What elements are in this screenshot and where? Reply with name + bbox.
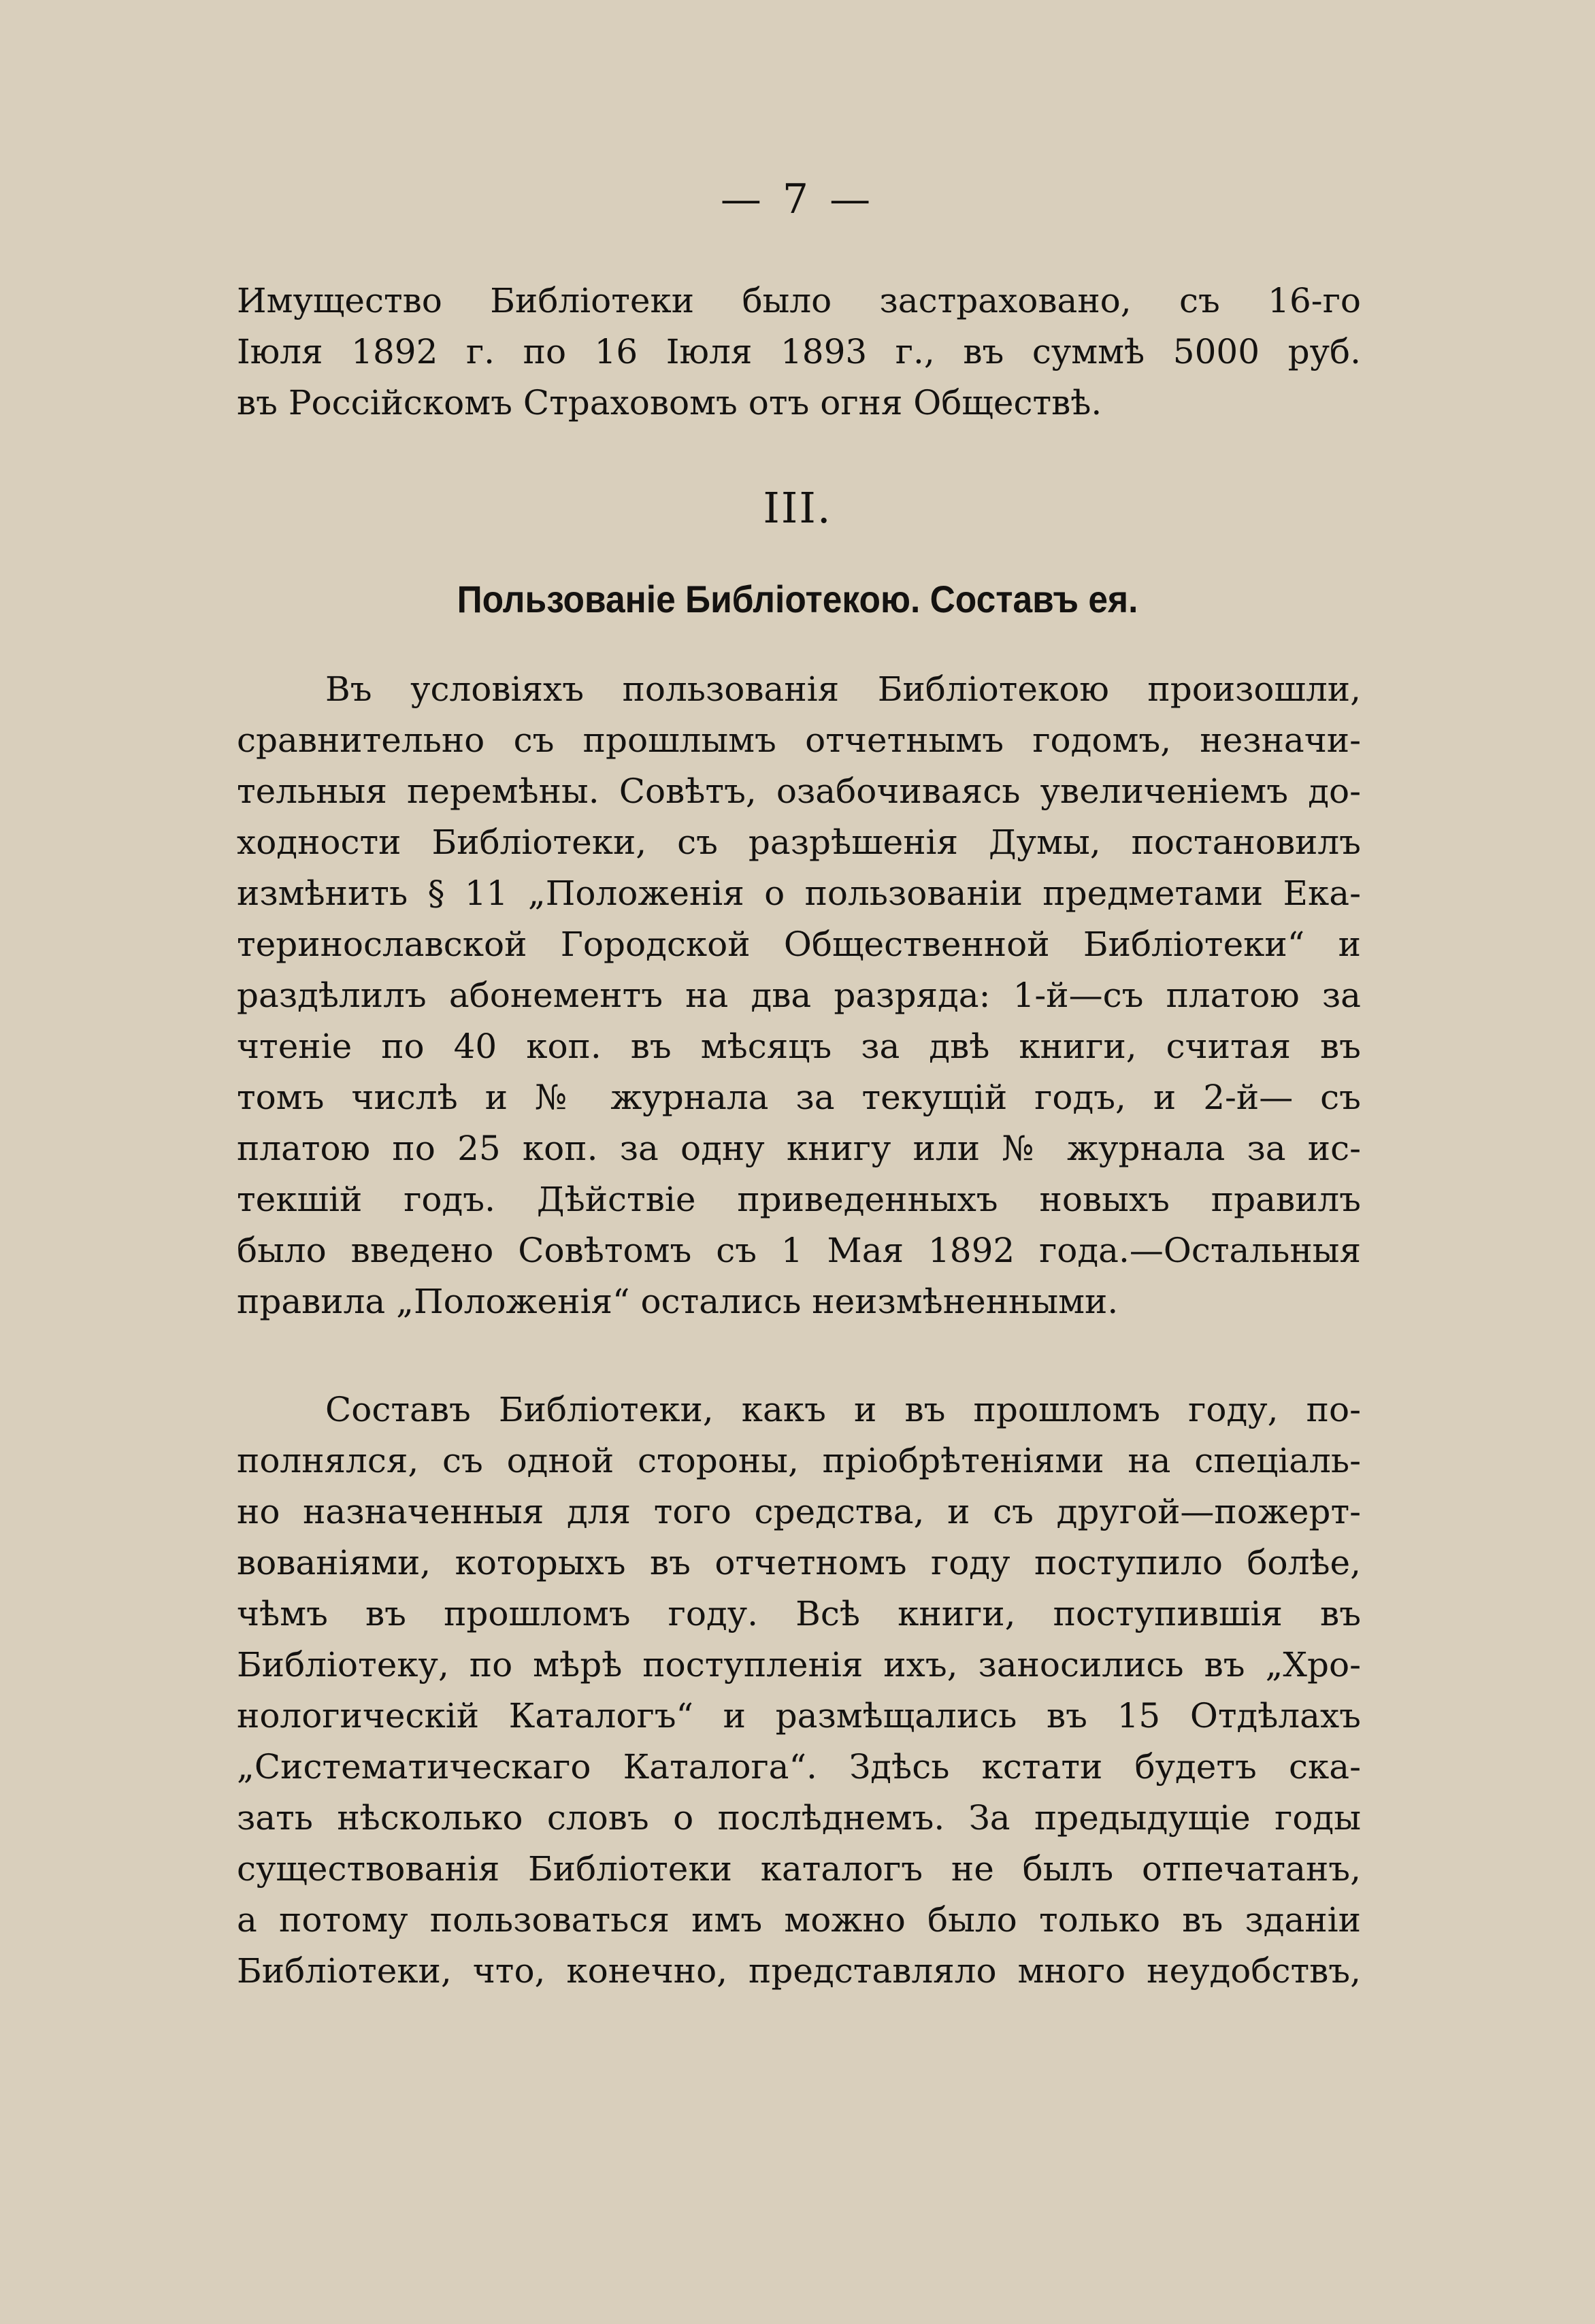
section-number: III. xyxy=(763,483,832,533)
text-line: вованіями, которыхъ въ отчетномъ году поступило болѣе, xyxy=(237,1543,1361,1582)
section-heading: Пользованіе Библіотекою. Составъ ея. xyxy=(457,578,1138,620)
page-number: — 7 — xyxy=(720,176,875,223)
text-line: сравнительно съ прошлымъ отчетнымъ годомъ, незначи- xyxy=(237,720,1361,760)
paragraph-usage xyxy=(237,664,1361,1327)
text-line: Составъ Библіотеки, какъ и въ прошломъ году, по- xyxy=(325,1390,1361,1429)
text-line: ходности Библіотеки, съ разрѣшенія Думы, постановилъ xyxy=(237,823,1361,862)
text-line: чтеніе по 40 коп. въ мѣсяцъ за двѣ книги, считая въ xyxy=(237,1027,1361,1066)
text-line: полнялся, съ одной стороны, пріобрѣтеніями на спеціаль- xyxy=(237,1441,1361,1480)
text-line: тельныя перемѣны. Совѣтъ, озабочиваясь увеличеніемъ до- xyxy=(237,771,1361,811)
text-line: зать нѣсколько словъ о послѣднемъ. За предыдущіе годы xyxy=(237,1798,1361,1838)
text-line: Іюля 1892 г. по 16 Іюля 1893 г., въ суммѣ 5000 руб. xyxy=(237,332,1361,371)
text-line: существованія Библіотеки каталогъ не былъ отпечатанъ, xyxy=(237,1849,1361,1889)
text-line: текшій годъ. Дѣйствіе приведенныхъ новыхъ правилъ xyxy=(237,1180,1361,1219)
text-line: Библіотеки, что, конечно, представляло много неудобствъ, xyxy=(237,1951,1361,1991)
text-line: Въ условіяхъ пользованія Библіотекою произошли, xyxy=(325,669,1361,709)
text-line: было введено Совѣтомъ съ 1 Мая 1892 года.—Остальныя xyxy=(237,1231,1361,1270)
intro-paragraph xyxy=(237,276,1361,429)
paragraph-collection xyxy=(237,1384,1361,1997)
text-line: платою по 25 коп. за одну книгу или № журнала за ис- xyxy=(237,1129,1361,1168)
text-line: измѣнить § 11 „Положенія о пользованіи предметами Ека- xyxy=(237,874,1361,913)
text-line: чѣмъ въ прошломъ году. Всѣ книги, поступившія въ xyxy=(237,1594,1361,1633)
text-line: Имущество Библіотеки было застраховано, съ 16-го xyxy=(237,281,1361,320)
text-line: теринославской Городской Общественной Библіотеки“ и xyxy=(237,925,1361,964)
text-line: но назначенныя для того средства, и съ другой—пожерт- xyxy=(237,1492,1361,1531)
text-line: „Систематическаго Каталога“. Здѣсь кстати будетъ ска- xyxy=(237,1747,1361,1787)
text-line: нологическій Каталогъ“ и размѣщались въ 15 Отдѣлахъ xyxy=(237,1696,1361,1736)
text-line: а потому пользоваться имъ можно было только въ зданіи xyxy=(237,1900,1361,1940)
text-line: въ Россійскомъ Страховомъ отъ огня Обществѣ. xyxy=(237,383,1102,422)
text-line: Библіотеку, по мѣрѣ поступленія ихъ, заносились въ „Хро- xyxy=(237,1645,1361,1684)
text-line: правила „Положенія“ остались неизмѣненными. xyxy=(237,1282,1119,1321)
text-line: раздѣлилъ абонементъ на два разряда: 1-й—съ платою за xyxy=(237,976,1361,1015)
text-line: томъ числѣ и № журнала за текущій годъ, и 2-й— съ xyxy=(237,1078,1361,1117)
